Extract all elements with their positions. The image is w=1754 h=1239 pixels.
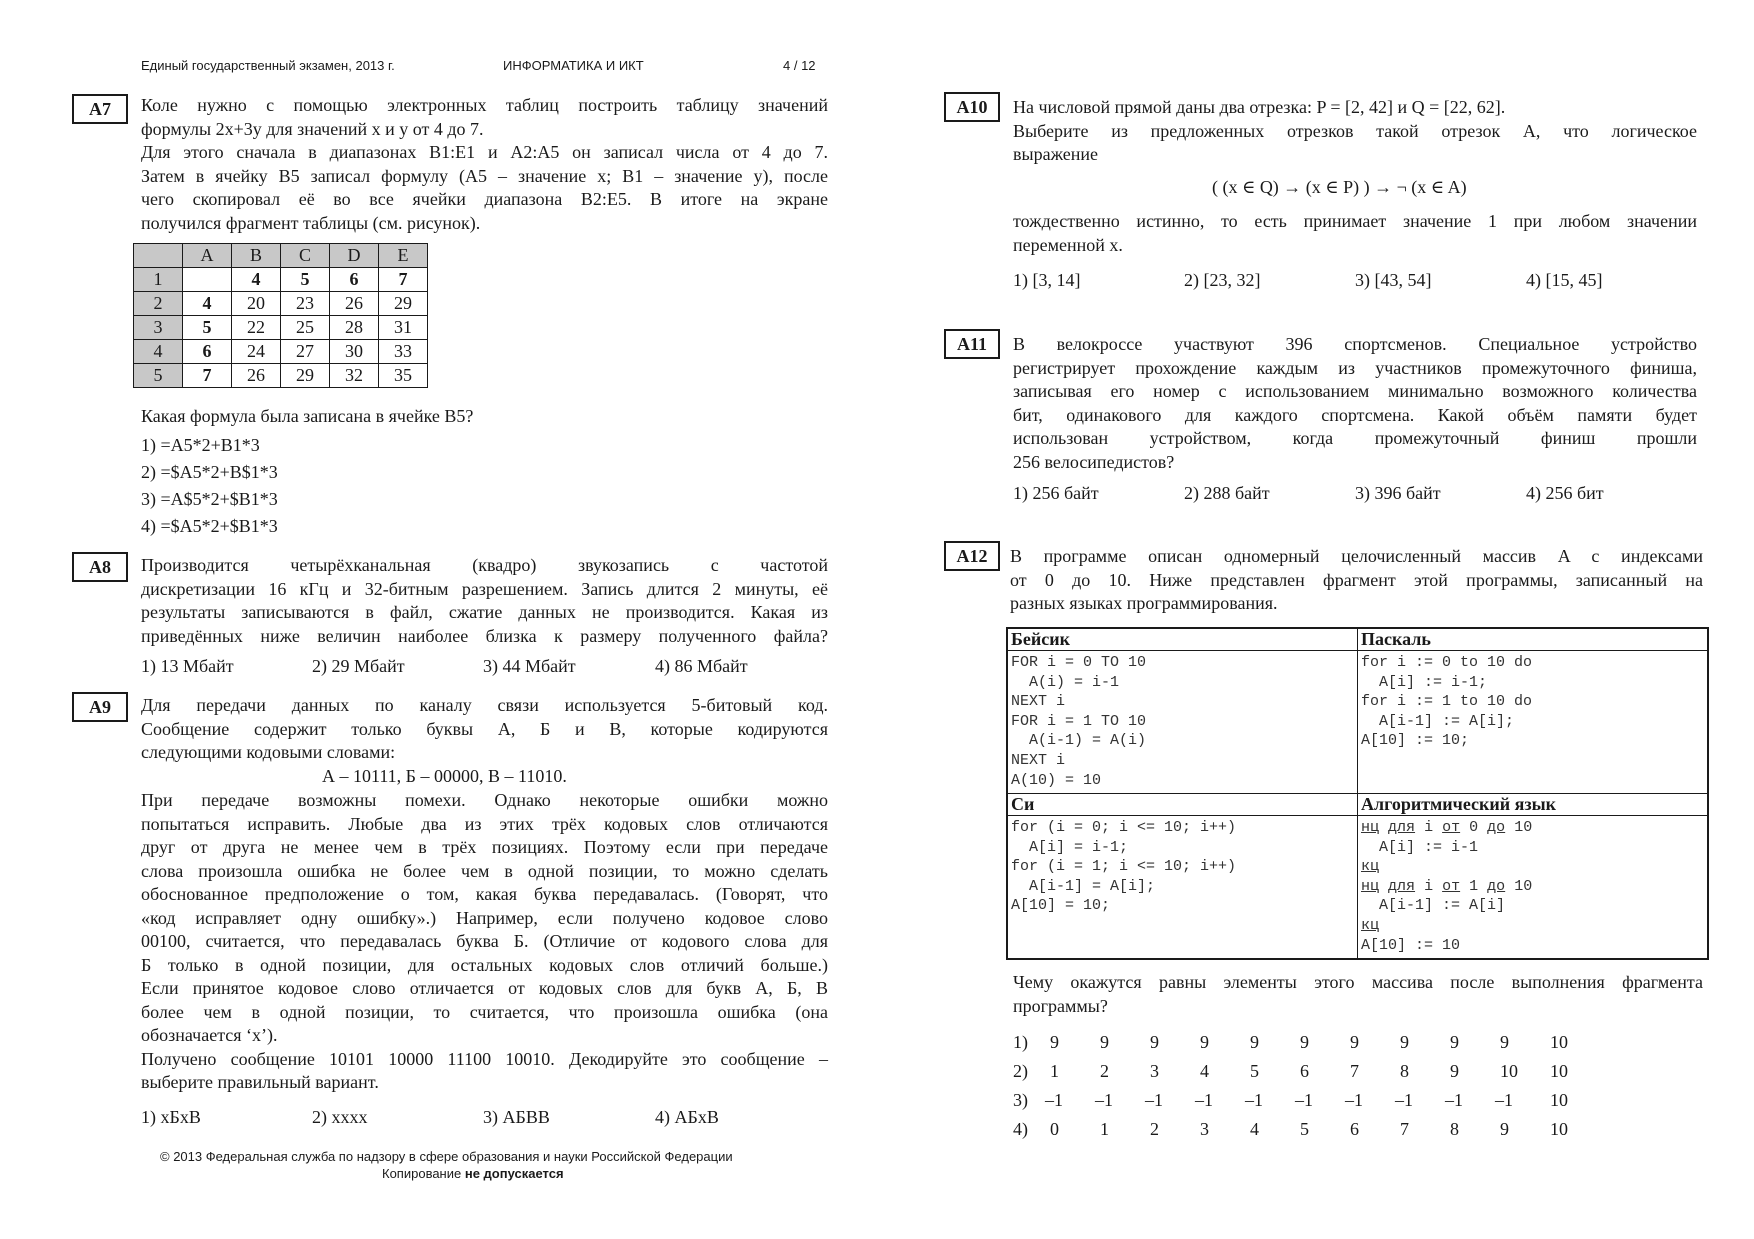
question-label-a7: A7	[72, 94, 128, 124]
a12-line: от 0 до 10. Ниже представлен фрагмент этой программы, записанный на	[1010, 569, 1703, 590]
a10-text-intro	[1013, 96, 1697, 167]
alg-value: 10	[1514, 877, 1533, 895]
footer-copyright: © 2013 Федеральная служба по надзору в сфере образования и науки Российской Федерации	[160, 1149, 733, 1164]
spreadsheet-corner	[134, 244, 183, 268]
answer-value: –1	[1145, 1090, 1163, 1110]
alg-line: A[i] := i-1	[1361, 838, 1479, 856]
alg-keyword: до	[1487, 819, 1506, 836]
a10-line: выражение	[1013, 144, 1099, 164]
column-header: C	[281, 244, 330, 268]
answer-value: 9	[1500, 1119, 1509, 1139]
a10-text-body	[1013, 210, 1697, 257]
alg-var: i	[1424, 877, 1434, 895]
a9-option-3[interactable]: 3) АБВВ	[483, 1107, 550, 1127]
cell: 23	[281, 292, 330, 316]
a7-line: формулы 2x+3y для значений x и y от 4 до 7.	[141, 118, 484, 139]
option-number: 3)	[1013, 1090, 1028, 1110]
a10-line: На числовой прямой даны два отрезка: P = [2, 42] и Q = [22, 62].	[1013, 97, 1506, 117]
cell: 29	[281, 364, 330, 388]
alg-keyword: нц	[1361, 877, 1380, 895]
a8-option-3[interactable]: 3) 44 Мбайт	[483, 656, 576, 676]
answer-value: 8	[1450, 1119, 1459, 1139]
answer-value: –1	[1395, 1090, 1413, 1110]
answer-value: 1	[1100, 1119, 1109, 1139]
spreadsheet-table	[133, 243, 428, 388]
c-title: Си	[1011, 794, 1035, 814]
answer-value: 9	[1450, 1061, 1459, 1081]
a7-line: Коле нужно с помощью электронных таблиц построить таблицу значений	[141, 95, 828, 115]
answer-value: 5	[1300, 1119, 1309, 1139]
a10-option-1[interactable]: 1) [3, 14]	[1013, 270, 1081, 290]
basic-title: Бейсик	[1011, 629, 1070, 649]
alg-value: 1	[1469, 877, 1479, 895]
alg-var: i	[1424, 819, 1434, 836]
answer-value: 5	[1250, 1061, 1259, 1081]
a8-line: приведённых ниже величин наиболее близка к размеру полученного файла?	[141, 625, 828, 646]
a7-option-2[interactable]: 2) =$A5*2+B$1*3	[141, 462, 278, 482]
answer-value: 9	[1350, 1032, 1359, 1052]
answer-value: 9	[1450, 1032, 1459, 1052]
a9-line: Б только в одной позиции, для остальных кодовых слов отличий больше.)	[141, 954, 828, 975]
a10-option-3[interactable]: 3) [43, 54]	[1355, 270, 1432, 290]
cell: 6	[183, 340, 232, 364]
a9-option-4[interactable]: 4) АБxВ	[655, 1107, 719, 1127]
code-table-divider	[1008, 650, 1707, 651]
cell: 26	[232, 364, 281, 388]
answer-value: 9	[1250, 1032, 1259, 1052]
a8-line: результаты записываются в файл, сжатие данных не производится. Какая из	[141, 602, 828, 622]
row-header: 3	[134, 316, 183, 340]
column-header: E	[379, 244, 428, 268]
alg-keyword: до	[1487, 877, 1506, 895]
a11-text	[1013, 333, 1697, 474]
spreadsheet-row	[134, 268, 428, 292]
cell: 25	[281, 316, 330, 340]
alg-value: 10	[1514, 819, 1533, 836]
a9-line: попытаться исправить. Любые два из этих трёх кодовых слов отличаются	[141, 813, 828, 834]
cell: 7	[379, 268, 428, 292]
cell: 33	[379, 340, 428, 364]
answer-value: 4	[1250, 1119, 1259, 1139]
header-page-number: 4 / 12	[783, 58, 816, 73]
answer-value: –1	[1195, 1090, 1213, 1110]
a9-line: слова произошла ошибка не более чем в одной позиции, то можно сделать	[141, 860, 828, 881]
a9-option-2[interactable]: 2) xxxx	[312, 1107, 368, 1127]
a7-option-4[interactable]: 4) =$A5*2+$B1*3	[141, 516, 278, 536]
a11-line: записывая его номер с использованием минимально возможного количества	[1013, 381, 1697, 401]
alg-line: A[i-1] := A[i]	[1361, 897, 1506, 915]
a9-line: «код исправляет одну ошибку».) Например, если получено кодовое слово	[141, 907, 828, 928]
footer-copy-label: Копирование	[382, 1166, 462, 1181]
option-number: 2)	[1013, 1061, 1028, 1081]
a9-line: обоснованное предположение о том, какая буква передавалась. (Говорят, что	[141, 884, 828, 904]
a10-formula: ( (x ∈ Q) → (x ∈ P) ) → ¬ (x ∈ A)	[1212, 177, 1467, 197]
code-table-divider	[1008, 793, 1707, 794]
cell: 31	[379, 316, 428, 340]
a7-text	[141, 94, 828, 235]
answer-value: 9	[1200, 1032, 1209, 1052]
answer-value: –1	[1345, 1090, 1363, 1110]
a7-question: Какая формула была записана в ячейке B5?	[141, 406, 474, 426]
answer-value: 9	[1150, 1032, 1159, 1052]
a11-option-2[interactable]: 2) 288 байт	[1184, 483, 1270, 503]
spreadsheet-row	[134, 316, 428, 340]
answer-value: 10	[1550, 1061, 1568, 1081]
answer-value: 9	[1500, 1032, 1509, 1052]
basic-code: FOR i = 0 TO 10 A(i) = i-1 NEXT i FOR i = 1 TO 10 A(i-1) = A(i) NEXT i A(10) = 10	[1011, 654, 1147, 789]
cell: 24	[232, 340, 281, 364]
column-header: B	[232, 244, 281, 268]
row-header: 2	[134, 292, 183, 316]
column-header: D	[330, 244, 379, 268]
answer-value: 9	[1400, 1032, 1409, 1052]
a9-line: Для передачи данных по каналу связи используется 5-битовый код.	[141, 695, 828, 715]
question-label-a11: A11	[944, 329, 1000, 359]
a9-line: выберите правильный вариант.	[141, 1072, 379, 1092]
alg-keyword: кц	[1361, 858, 1380, 876]
answer-value: 10	[1500, 1061, 1518, 1081]
spreadsheet-row	[134, 340, 428, 364]
a10-line: тождественно истинно, то есть принимает значение 1 при любом значении	[1013, 211, 1697, 231]
a8-line: Производится четырёхканальная (квадро) звукозапись с частотой	[141, 555, 828, 575]
cell: 5	[183, 316, 232, 340]
alg-value: 0	[1469, 819, 1479, 836]
code-table-divider	[1008, 815, 1707, 816]
answer-value: 2	[1150, 1119, 1159, 1139]
a9-codewords: А – 10111, Б – 00000, В – 11010.	[322, 766, 567, 786]
a7-line: получился фрагмент таблицы (см. рисунок).	[141, 212, 481, 233]
a9-line: 00100, считается, что передавалась буква Б. (Отличие от кодового слова для	[141, 931, 828, 951]
a12-question-line: Чему окажутся равны элементы этого массива после выполнения фрагмента	[1013, 972, 1703, 992]
cell: 26	[330, 292, 379, 316]
a8-line: дискретизации 16 кГц и 32-битным разрешением. Запись длится 2 минуты, её	[141, 578, 828, 599]
a9-line: Получено сообщение 10101 10000 11100 10010. Декодируйте это сообщение –	[141, 1048, 828, 1069]
answer-value: 3	[1150, 1061, 1159, 1081]
a9-line: следующими кодовыми словами:	[141, 742, 396, 762]
a7-option-3[interactable]: 3) =A$5*2+$B1*3	[141, 489, 278, 509]
answer-value: 9	[1300, 1032, 1309, 1052]
answer-value: 9	[1100, 1032, 1109, 1052]
answer-value: 10	[1550, 1090, 1568, 1110]
a8-option-1[interactable]: 1) 13 Мбайт	[141, 656, 234, 676]
answer-value: 8	[1400, 1061, 1409, 1081]
a7-line: чего скопировал её во все ячейки диапазона B2:E5. В итоге на экране	[141, 189, 828, 209]
answer-value: 1	[1050, 1061, 1059, 1081]
a9-option-1[interactable]: 1) xБxВ	[141, 1107, 201, 1127]
a8-option-4[interactable]: 4) 86 Мбайт	[655, 656, 748, 676]
column-header: A	[183, 244, 232, 268]
cell: 28	[330, 316, 379, 340]
cell: 30	[330, 340, 379, 364]
answer-value: 6	[1300, 1061, 1309, 1081]
a11-line: 256 велосипедистов?	[1013, 451, 1175, 472]
a9-text-intro	[141, 694, 828, 765]
answer-value: 0	[1050, 1119, 1059, 1139]
a10-line: переменной x.	[1013, 234, 1123, 255]
row-header: 1	[134, 268, 183, 292]
answer-value: –1	[1045, 1090, 1063, 1110]
c-code: for (i = 0; i <= 10; i++) A[i] = i-1; for (i = 1; i <= 10; i++) A[i-1] = A[i]; A[10] = 10;	[1011, 819, 1237, 915]
answer-value: 2	[1100, 1061, 1109, 1081]
a7-option-1[interactable]: 1) =A5*2+B1*3	[141, 435, 260, 455]
a9-line: обозначается ‘x’).	[141, 1025, 278, 1045]
answer-value: 6	[1350, 1119, 1359, 1139]
answer-value: –1	[1095, 1090, 1113, 1110]
alg-keyword: нц	[1361, 819, 1380, 836]
option-number: 4)	[1013, 1119, 1028, 1139]
a9-line: Если принятое кодовое слово отличается от кодовых слов для букв А, Б, В	[141, 978, 828, 998]
a12-question-line: программы?	[1013, 995, 1108, 1016]
alg-keyword: от	[1442, 819, 1461, 836]
alg-keyword: от	[1442, 877, 1461, 895]
a10-option-2[interactable]: 2) [23, 32]	[1184, 270, 1261, 290]
a12-line: разных языках программирования.	[1010, 593, 1278, 613]
a7-line: Затем в ячейку B5 записал формулу (A5 – значение x; B1 – значение y), после	[141, 165, 828, 186]
answer-value: 7	[1350, 1061, 1359, 1081]
cell: 32	[330, 364, 379, 388]
footer-copy-forbidden: не допускается	[464, 1166, 564, 1181]
header-exam-title: Единый государственный экзамен, 2013 г.	[141, 58, 395, 73]
footer-copy-note	[382, 1166, 564, 1181]
cell: 35	[379, 364, 428, 388]
a9-line: друг от друга не менее чем в трёх позициях. Поэтому если при передаче	[141, 837, 828, 857]
cell: 4	[232, 268, 281, 292]
answer-value: 9	[1050, 1032, 1059, 1052]
cell: 29	[379, 292, 428, 316]
row-header: 4	[134, 340, 183, 364]
cell	[183, 268, 232, 292]
a11-line: использован устройством, когда промежуточный финиш прошли	[1013, 428, 1697, 448]
alg-code	[1361, 818, 1532, 955]
question-label-a9: A9	[72, 692, 128, 722]
a9-line: более чем в одной позиции, то считается, что произошла ошибка (она	[141, 1001, 828, 1022]
pascal-code: for i := 0 to 10 do A[i] := i-1; for i := 1 to 10 do A[i-1] := A[i]; A[10] := 10;	[1361, 654, 1533, 750]
a9-line: При передаче возможны помехи. Однако некоторые ошибки можно	[141, 790, 828, 810]
cell: 6	[330, 268, 379, 292]
a11-line: В велокроссе участвуют 396 спортсменов. Специальное устройство	[1013, 334, 1697, 354]
a11-line: регистрирует прохождение каждым из участников промежуточного финиша,	[1013, 357, 1697, 378]
cell: 5	[281, 268, 330, 292]
a8-text	[141, 554, 828, 648]
answer-value: 4	[1200, 1061, 1209, 1081]
alg-keyword: для	[1388, 819, 1416, 836]
a7-line: Для этого сначала в диапазонах B1:E1 и A2:A5 он записал числа от 4 до 7.	[141, 142, 828, 162]
row-header: 5	[134, 364, 183, 388]
answer-value: 7	[1400, 1119, 1409, 1139]
a11-option-1[interactable]: 1) 256 байт	[1013, 483, 1099, 503]
a12-question	[1013, 971, 1703, 1018]
code-table	[1006, 627, 1709, 960]
question-label-a8: A8	[72, 552, 128, 582]
question-label-a12: A12	[944, 541, 1000, 571]
alg-title: Алгоритмический язык	[1361, 794, 1557, 814]
a9-line: Сообщение содержит только буквы А, Б и В, которые кодируются	[141, 718, 828, 739]
cell: 4	[183, 292, 232, 316]
alg-keyword: для	[1388, 877, 1416, 895]
alg-keyword: кц	[1361, 916, 1380, 934]
answer-value: –1	[1495, 1090, 1513, 1110]
a10-option-4[interactable]: 4) [15, 45]	[1526, 270, 1603, 290]
a10-line: Выберите из предложенных отрезков такой отрезок A, что логическое	[1013, 120, 1697, 141]
a12-line: В программе описан одномерный целочисленный массив A с индексами	[1010, 546, 1703, 566]
spreadsheet-row	[134, 292, 428, 316]
a9-text-body	[141, 789, 828, 1095]
a11-option-4[interactable]: 4) 256 бит	[1526, 483, 1604, 503]
a12-text	[1010, 545, 1703, 616]
pascal-title: Паскаль	[1361, 629, 1431, 649]
answer-value: –1	[1295, 1090, 1313, 1110]
cell: 27	[281, 340, 330, 364]
spreadsheet-header-row	[134, 244, 428, 268]
alg-line: A[10] := 10	[1361, 936, 1461, 954]
a8-option-2[interactable]: 2) 29 Мбайт	[312, 656, 405, 676]
answer-value: 3	[1200, 1119, 1209, 1139]
question-label-a10: A10	[944, 92, 1000, 122]
a11-line: бит, одинакового для каждого спортсмена. Какой объём памяти будет	[1013, 404, 1697, 425]
cell: 22	[232, 316, 281, 340]
header-subject: ИНФОРМАТИКА И ИКТ	[503, 58, 644, 73]
cell: 20	[232, 292, 281, 316]
cell: 7	[183, 364, 232, 388]
answer-value: 10	[1550, 1119, 1568, 1139]
a11-option-3[interactable]: 3) 396 байт	[1355, 483, 1441, 503]
answer-value: –1	[1445, 1090, 1463, 1110]
spreadsheet-row	[134, 364, 428, 388]
answer-value: –1	[1245, 1090, 1263, 1110]
option-number: 1)	[1013, 1032, 1028, 1052]
answer-value: 10	[1550, 1032, 1568, 1052]
